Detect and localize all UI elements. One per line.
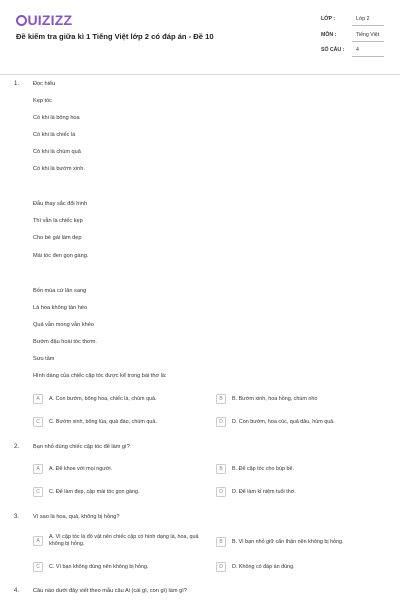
question-4-number: 4. [14,588,20,594]
option-letter-box: B [216,464,226,474]
q1-line: Sưu tầm [33,356,55,362]
q2-option-b[interactable] [216,464,294,474]
q3-option-b[interactable] [216,537,344,547]
q1-line: Thì vẫn là chiếc kẹp [33,218,83,224]
option-letter-box: B [216,537,226,547]
q1-line: Cho bé gái làm đẹp [33,235,82,241]
q1-option-a[interactable] [33,394,157,404]
option-text: C. Vì bạn không dùng nên không bị hỏng. [49,563,149,570]
q1-prompt: Hình dáng của chiếc cặp tóc được kể trong bài thơ là: [33,373,167,379]
q4-prompt: Câu nào dưới đây viết theo mẫu câu Ai (cái gì, con gì) làm gì? [33,588,187,594]
q1-line: Đẫu thay sắc đổi hình [33,201,88,207]
count-underline [352,56,384,57]
logo-text: UIZIZZ [27,12,73,28]
q3-prompt: Vì sao là hoa, quả, không bị hỏng? [33,514,120,520]
count-value: 4 [356,47,359,53]
option-text: C. Bướm xinh, bông lúa, quả đào, chùm quả. [49,418,157,425]
class-value: Lớp 2 [356,16,370,22]
logo-q-icon [16,15,27,26]
q2-option-a[interactable] [33,464,112,474]
option-letter-box: C [33,562,43,572]
q1-line: Đọc hiểu [33,81,56,87]
q3-option-d[interactable] [216,562,295,572]
worksheet-header [0,0,400,74]
class-label: LỚP : [321,16,336,22]
question-3-number: 3. [14,514,20,520]
q1-line: Bốn mùa cứ lăn sang [33,288,87,294]
subject-value: Tiếng Việt [356,32,380,38]
option-text: B. Để cặp tóc cho búp bê. [232,465,295,472]
q3-option-c[interactable] [33,562,149,572]
count-label: SỐ CÂU : [321,47,345,53]
option-text: D. Để làm kỉ niệm tuổi thơ. [232,488,296,495]
option-letter-box: D [216,562,226,572]
q1-line: Bướm đậu hoài tóc thơm. [33,339,97,345]
option-text: A. Để khoe với mọi người. [49,465,113,472]
class-underline [352,25,384,26]
option-letter-box: A [33,536,43,546]
q1-line: Mái tóc đen gọn gàng. [33,253,89,259]
option-letter-box: B [216,394,226,404]
option-text: A. Con bướm, bông hoa, chiếc lá, chùm quả. [49,395,157,402]
question-1-number: 1. [14,81,20,87]
option-letter-box: A [33,394,43,404]
q1-option-b[interactable] [216,394,317,404]
document-title: Đề kiểm tra giữa kì 1 Tiếng Việt lớp 2 có đáp án - Đề 10 [16,32,214,41]
option-text: D. Con bướm, hoa cúc, quả dâu, hùm quả. [232,418,335,425]
subject-label: MÔN : [321,32,337,38]
option-letter-box: D [216,487,226,497]
q3-option-a[interactable] [33,534,203,548]
option-letter-box: C [33,417,43,427]
q2-option-c[interactable] [33,487,140,497]
q1-line: Có khi là chiếc lá [33,132,76,138]
option-letter-box: A [33,464,43,474]
q1-line: Có khi là bông hoa [33,115,80,121]
q1-line: Kẹp tóc [33,98,52,104]
q1-line: Có khi là bướm xinh. [33,166,85,172]
option-text: D. Không có đáp án đúng. [232,563,295,570]
option-text: C. Để làm đẹp, cặp mái tóc gọn gàng. [49,488,140,495]
q1-line: Là hoa không tàn héo [33,305,88,311]
subject-underline [352,41,384,42]
header-divider [0,74,400,75]
option-text: B. Bướm xinh, hoa hồng, chùm nho [232,395,318,402]
quizizz-logo [16,12,72,28]
question-2-number: 2. [14,444,20,450]
q1-option-c[interactable] [33,417,157,427]
q1-option-d[interactable] [216,417,335,427]
option-text: A. Vì cặp tóc là đồ vật nên chiếc cặp có hình dạng lá, hoa, quả không bị hỏng. [49,534,199,547]
q2-prompt: Bạn nhỏ dùng chiếc cặp tóc để làm gì? [33,444,130,450]
q2-option-d[interactable] [216,487,296,497]
q1-line: Có khi là chùm quả [33,149,81,155]
option-text: B. Vì bạn nhỏ giữ cẩn thận nên không bị hỏng. [232,538,344,545]
option-letter-box: C [33,487,43,497]
option-letter-box: D [216,417,226,427]
q1-line: Quả vẫn mong vẫn khéo [33,322,94,328]
